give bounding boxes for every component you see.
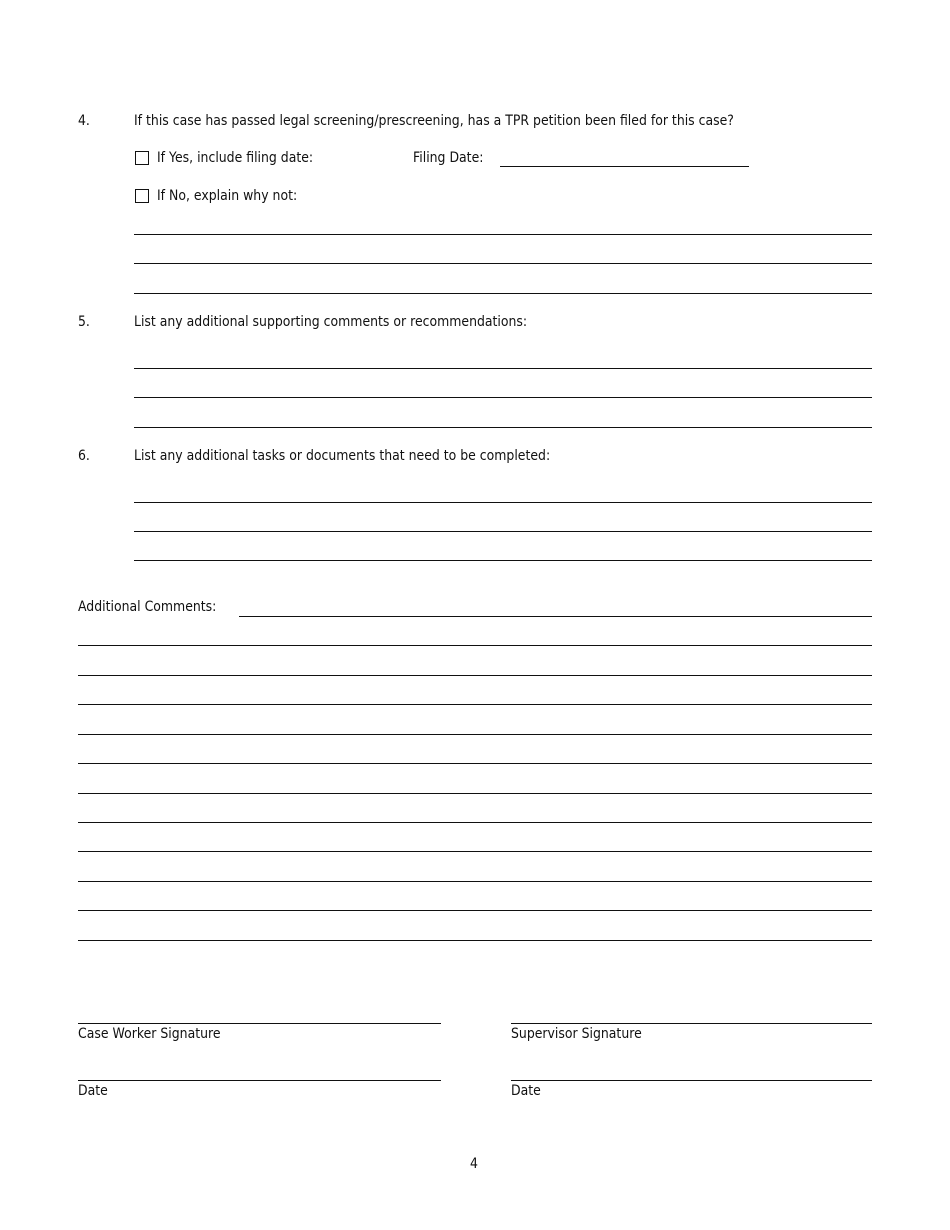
additional-comments-line[interactable] bbox=[78, 881, 872, 882]
explain-line-3[interactable] bbox=[134, 293, 872, 294]
supervisor-signature-label: Supervisor Signature bbox=[511, 1026, 642, 1042]
no-checkbox[interactable] bbox=[135, 189, 149, 203]
tasks-line-3[interactable] bbox=[134, 560, 872, 561]
filing-date-field[interactable] bbox=[500, 166, 749, 167]
additional-comments-label: Additional Comments: bbox=[78, 599, 217, 615]
supervisor-signature-line[interactable] bbox=[511, 1023, 872, 1024]
question-6-number: 6. bbox=[78, 448, 90, 464]
yes-checkbox[interactable] bbox=[135, 151, 149, 165]
case-worker-signature-line[interactable] bbox=[78, 1023, 441, 1024]
supervisor-date-label: Date bbox=[511, 1083, 541, 1099]
additional-comments-line[interactable] bbox=[78, 734, 872, 735]
additional-comments-line[interactable] bbox=[78, 645, 872, 646]
question-4-number: 4. bbox=[78, 113, 90, 129]
case-worker-date-line[interactable] bbox=[78, 1080, 441, 1081]
additional-comments-line[interactable] bbox=[78, 675, 872, 676]
additional-comments-line-first[interactable] bbox=[239, 616, 872, 617]
additional-comments-line[interactable] bbox=[78, 940, 872, 941]
filing-date-label: Filing Date: bbox=[413, 150, 484, 166]
additional-comments-line[interactable] bbox=[78, 910, 872, 911]
explain-line-2[interactable] bbox=[134, 263, 872, 264]
explain-line-1[interactable] bbox=[134, 234, 872, 235]
comments-line-2[interactable] bbox=[134, 397, 872, 398]
comments-line-1[interactable] bbox=[134, 368, 872, 369]
question-5-number: 5. bbox=[78, 314, 90, 330]
no-checkbox-label: If No, explain why not: bbox=[157, 188, 298, 204]
comments-line-3[interactable] bbox=[134, 427, 872, 428]
case-worker-date-label: Date bbox=[78, 1083, 108, 1099]
additional-comments-line[interactable] bbox=[78, 704, 872, 705]
tasks-line-1[interactable] bbox=[134, 502, 872, 503]
additional-comments-line[interactable] bbox=[78, 822, 872, 823]
tasks-line-2[interactable] bbox=[134, 531, 872, 532]
supervisor-date-line[interactable] bbox=[511, 1080, 872, 1081]
additional-comments-line[interactable] bbox=[78, 851, 872, 852]
additional-comments-line[interactable] bbox=[78, 793, 872, 794]
page-number: 4 bbox=[470, 1156, 478, 1172]
question-6-text: List any additional tasks or documents that need to be completed: bbox=[134, 448, 551, 464]
yes-checkbox-label: If Yes, include filing date: bbox=[157, 150, 314, 166]
question-4-text: If this case has passed legal screening/prescreening, has a TPR petition been filed for this case? bbox=[134, 113, 734, 129]
case-worker-signature-label: Case Worker Signature bbox=[78, 1026, 221, 1042]
additional-comments-line[interactable] bbox=[78, 763, 872, 764]
question-5-text: List any additional supporting comments or recommendations: bbox=[134, 314, 528, 330]
